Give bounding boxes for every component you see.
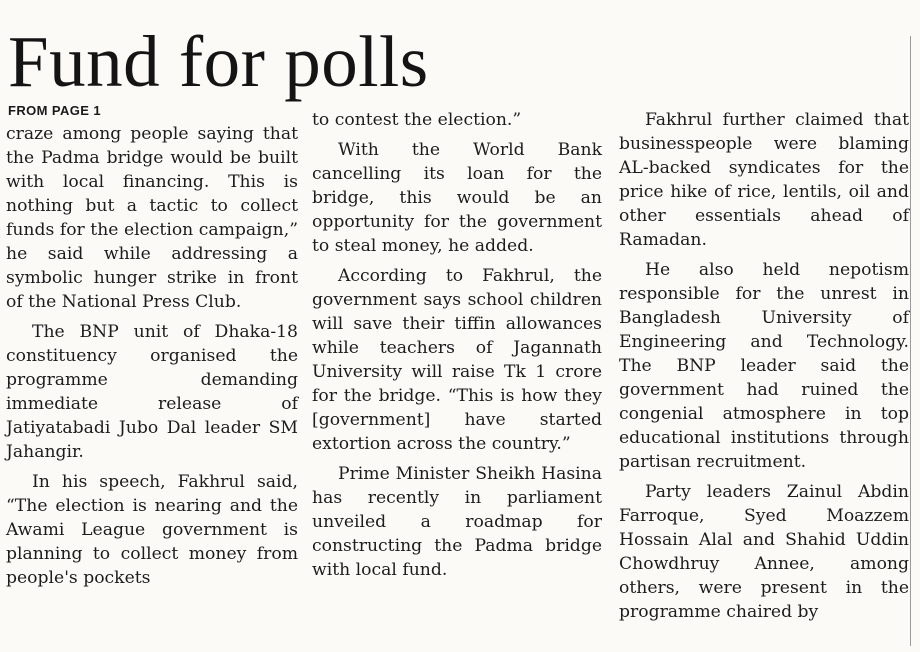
- headline: Fund for polls: [8, 21, 429, 102]
- paragraph: Prime Minister Sheikh Hasina has recently in parliament unveiled a roadmap for constructing the Padma bridge with local fund.: [312, 464, 602, 580]
- paragraph: According to Fakhrul, the government says school children will save their tiffin allowances while teachers of Jagannath University will raise Tk 1 crore for the bridge. “This is how they [government] have started extortion across the country.”: [312, 266, 602, 454]
- article-column-2: [312, 108, 602, 582]
- column-divider: [910, 36, 911, 646]
- paragraph: In his speech, Fakhrul said, “The election is nearing and the Awami League government is planning to collect money from people's pockets: [6, 472, 298, 588]
- article-column-3: [619, 108, 909, 624]
- article-column-1: [6, 122, 298, 590]
- paragraph: The BNP unit of Dhaka-18 constituency organised the programme demanding immediate release of Jatiyatabadi Jubo Dal leader SM Jahangir.: [6, 322, 298, 462]
- paragraph: With the World Bank cancelling its loan for the bridge, this would be an opportunity for the government to steal money, he added.: [312, 140, 602, 256]
- paragraph: Fakhrul further claimed that businesspeople were blaming AL-backed syndicates for the price hike of rice, lentils, oil and other essentials ahead of Ramadan.: [619, 110, 909, 250]
- section-kicker: FROM PAGE 1: [8, 103, 102, 118]
- paragraph: craze among people saying that the Padma bridge would be built with local financing. This is nothing but a tactic to collect funds for the election campaign,” he said while addressing a symbolic hunger strike in front of the National Press Club.: [6, 124, 298, 312]
- paragraph: He also held nepotism responsible for the unrest in Bangladesh University of Engineering and Technology. The BNP leader said the government had ruined the congenial atmosphere in top educational institutions through partisan recruitment.: [619, 260, 909, 472]
- paragraph: to contest the election.”: [312, 110, 522, 130]
- paragraph: Party leaders Zainul Abdin Farroque, Syed Moazzem Hossain Alal and Shahid Uddin Chowdhruy Annee, among others, were present in the programme chaired by: [619, 482, 909, 622]
